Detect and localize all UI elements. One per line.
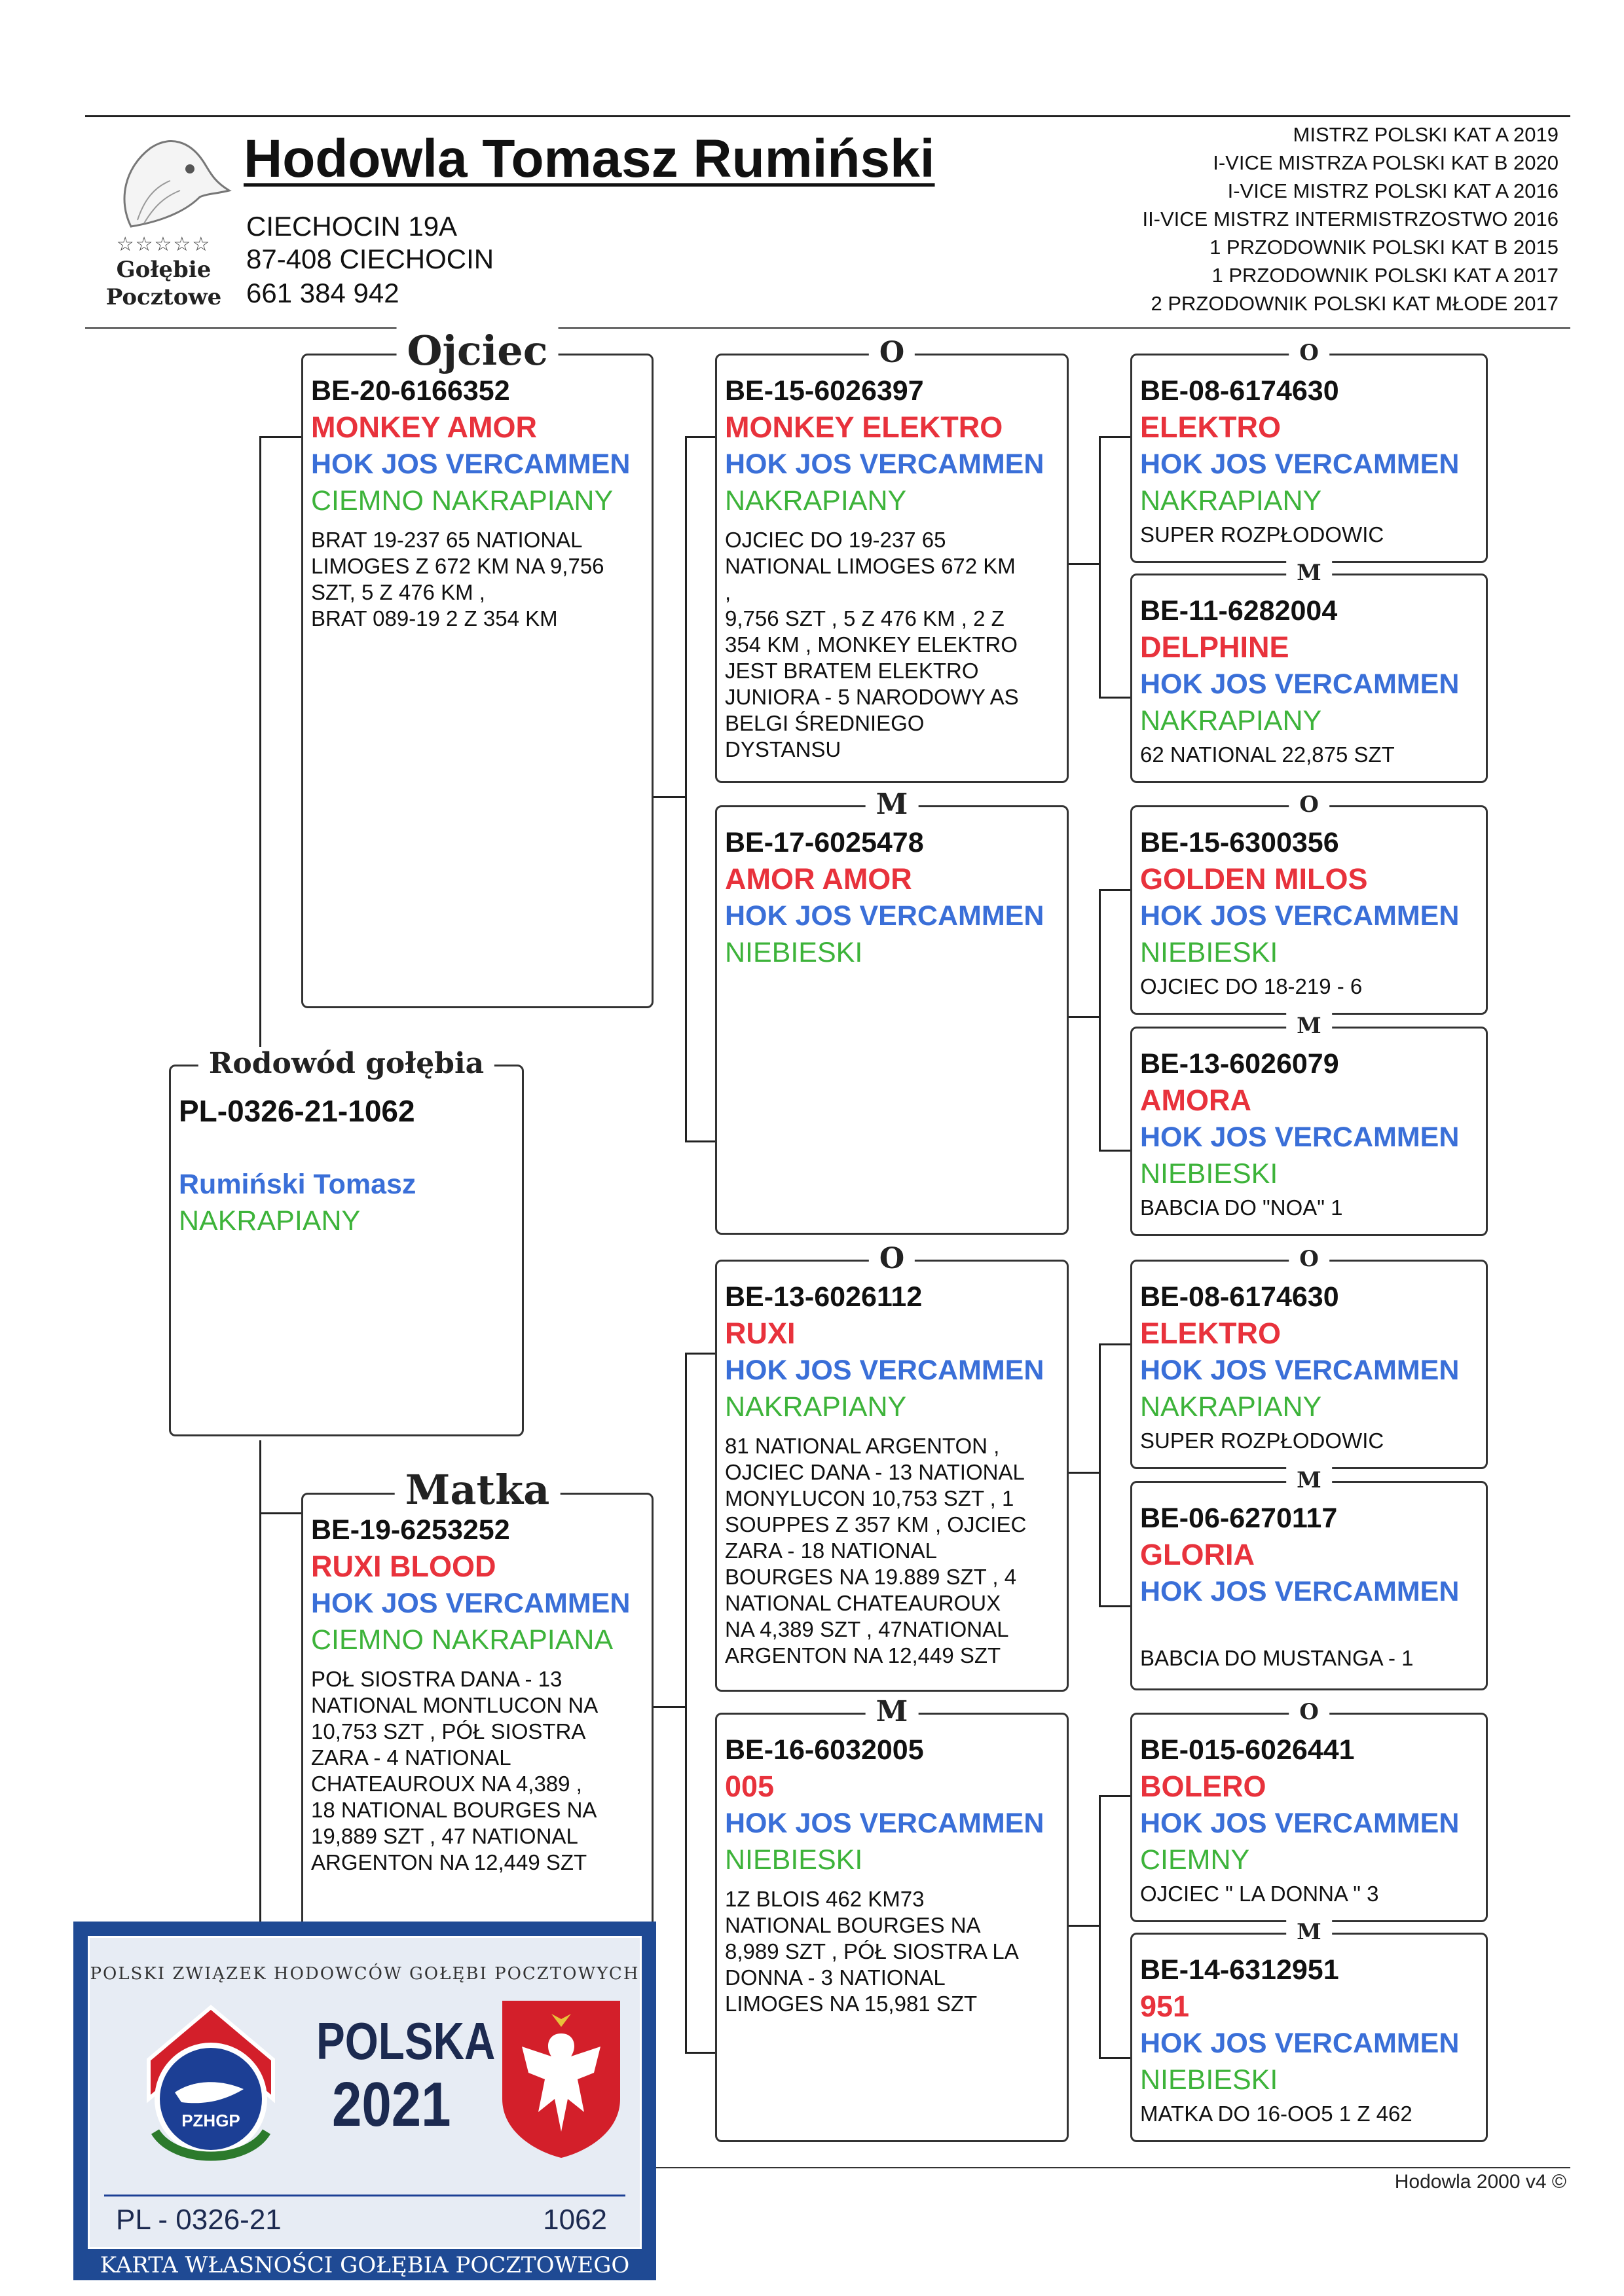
ggp-mmm-label: M <box>1286 1919 1332 1945</box>
subject-ring: PL-0326-21-1062 <box>179 1094 415 1128</box>
logo-text-pocztowe: Pocztowe <box>105 284 222 310</box>
subject-pigeon-box[interactable] <box>169 1047 524 1436</box>
maternal-grandfather-name: RUXI <box>725 1317 796 1350</box>
ggp-fmm-ring: BE-13-6026079 <box>1140 1048 1339 1080</box>
ownership-card-panel <box>88 1936 642 2249</box>
connector <box>652 796 685 798</box>
ggp-ffm-breeder: HOK JOS VERCAMMEN <box>1140 668 1460 700</box>
ggp-fmm-description: BABCIA DO "NOA" 1 <box>1140 1195 1343 1220</box>
paternal-grandmother-breeder: HOK JOS VERCAMMEN <box>725 900 1044 932</box>
maternal-grandmother-color: NIEBIESKI <box>725 1844 863 1876</box>
ownership-card <box>73 1922 656 2280</box>
ggp-ffm-box[interactable] <box>1130 560 1488 783</box>
ggp-mmm-color: NIEBIESKI <box>1140 2064 1278 2096</box>
connector <box>1099 436 1101 698</box>
ggp-fmf-name: GOLDEN MILOS <box>1140 862 1368 896</box>
father-ring: BE-20-6166352 <box>311 375 510 407</box>
ggp-fff-label: O <box>1289 340 1329 366</box>
ggp-fff-name: ELEKTRO <box>1140 410 1282 444</box>
paternal-grandfather-name: MONKEY ELEKTRO <box>725 410 1003 444</box>
ggp-mfm-box[interactable] <box>1130 1467 1488 1690</box>
white-eagle-icon <box>502 2001 620 2158</box>
polish-coat-of-arms <box>502 2001 620 2158</box>
connector <box>1099 436 1130 438</box>
father-name: MONKEY AMOR <box>311 410 538 444</box>
paternal-grandfather-breeder: HOK JOS VERCAMMEN <box>725 448 1044 480</box>
maternal-grandmother-breeder: HOK JOS VERCAMMEN <box>725 1808 1044 1839</box>
ggp-ffm-label: M <box>1286 560 1332 586</box>
ggp-fmm-breeder: HOK JOS VERCAMMEN <box>1140 1121 1460 1153</box>
card-ring-number: 1062 <box>543 2204 607 2236</box>
connector <box>1099 889 1130 891</box>
connector <box>685 436 687 1142</box>
connector <box>1067 1016 1099 1018</box>
father-description: BRAT 19-237 65 NATIONAL LIMOGES Z 672 KM NA 9,756 SZT, 5 Z 476 KM , BRAT 089-19 2 Z 354 KM <box>311 528 604 630</box>
mother-breeder: HOK JOS VERCAMMEN <box>311 1588 631 1619</box>
ggp-mff-name: ELEKTRO <box>1140 1317 1282 1350</box>
paternal-grandmother-label: M <box>866 788 919 821</box>
logo <box>92 128 236 325</box>
connector <box>1099 1795 1101 2058</box>
maternal-grandmother-label: M <box>866 1695 919 1728</box>
achievement-item: 1 PRZODOWNIK POLSKI KAT A 2017 <box>1211 264 1559 287</box>
footer-rule <box>655 2167 1570 2168</box>
ggp-fff-ring: BE-08-6174630 <box>1140 375 1339 407</box>
paternal-grandfather-ring: BE-15-6026397 <box>725 375 924 407</box>
mother-label: Matka <box>395 1466 561 1514</box>
ggp-fmf-box[interactable] <box>1130 792 1488 1015</box>
connector <box>259 436 303 438</box>
ggp-fff-color: NAKRAPIANY <box>1140 485 1322 517</box>
card-footer-text: KARTA WŁASNOŚCI GOŁĘBIA POCZTOWEGO <box>100 2252 630 2278</box>
logo-stars: ☆☆☆☆☆ <box>116 234 212 255</box>
maternal-grandmother-ring: BE-16-6032005 <box>725 1734 924 1766</box>
header-top-rule <box>85 115 1570 117</box>
ggp-mmm-name: 951 <box>1140 1990 1190 2023</box>
card-ring-prefix: PL - 0326-21 <box>116 2204 282 2236</box>
father-breeder: HOK JOS VERCAMMEN <box>311 448 631 480</box>
paternal-grandmother-color: NIEBIESKI <box>725 937 863 968</box>
connector <box>685 1353 687 2053</box>
address-line-2: 87-408 CIECHOCIN <box>246 244 494 274</box>
ggp-mfm-ring: BE-06-6270117 <box>1140 1503 1338 1534</box>
card-divider <box>104 2195 625 2196</box>
pzhgp-emblem <box>129 2001 293 2178</box>
ggp-ffm-description: 62 NATIONAL 22,875 SZT <box>1140 742 1395 767</box>
pigeon-head-icon <box>92 128 236 240</box>
connector <box>259 436 261 1091</box>
connector <box>1099 889 1101 1151</box>
ggp-ffm-name: DELPHINE <box>1140 630 1289 664</box>
achievement-item: 1 PRZODOWNIK POLSKI KAT B 2015 <box>1209 236 1559 259</box>
pzhgp-emblem-icon <box>129 2001 293 2178</box>
ggp-mmf-ring: BE-015-6026441 <box>1140 1734 1355 1766</box>
maternal-grandmother-description: 1Z BLOIS 462 KM73 NATIONAL BOURGES NA 8,989 SZT , PÓŁ SIOSTRA LA DONNA - 3 NATIONAL LIMOGES NA 15,981 SZT <box>725 1887 1019 2016</box>
subject-owner: Rumiński Tomasz <box>179 1169 416 1200</box>
ggp-mfm-label: M <box>1286 1467 1332 1493</box>
paternal-grandmother-ring: BE-17-6025478 <box>725 827 924 858</box>
mother-ring: BE-19-6253252 <box>311 1514 510 1546</box>
ggp-mmf-box[interactable] <box>1130 1699 1488 1922</box>
achievements-list <box>969 120 1559 318</box>
ggp-mmf-name: BOLERO <box>1140 1770 1266 1803</box>
connector <box>1067 1472 1099 1474</box>
connector <box>685 436 716 438</box>
ggp-mff-breeder: HOK JOS VERCAMMEN <box>1140 1355 1460 1386</box>
maternal-grandfather-ring: BE-13-6026112 <box>725 1281 923 1313</box>
software-credit: Hodowla 2000 v4 © <box>1394 2171 1566 2193</box>
achievement-item: II-VICE MISTRZ INTERMISTRZOSTWO 2016 <box>1142 208 1559 230</box>
ggp-mmf-breeder: HOK JOS VERCAMMEN <box>1140 1808 1460 1839</box>
connector <box>1099 1605 1130 1607</box>
achievement-item: 2 PRZODOWNIK POLSKI KAT MŁODE 2017 <box>1151 292 1559 315</box>
ggp-mmm-breeder: HOK JOS VERCAMMEN <box>1140 2028 1460 2059</box>
ggp-mff-color: NAKRAPIANY <box>1140 1391 1322 1423</box>
ggp-ffm-ring: BE-11-6282004 <box>1140 595 1338 627</box>
ggp-fff-breeder: HOK JOS VERCAMMEN <box>1140 448 1460 480</box>
connector <box>1067 563 1099 565</box>
maternal-grandfather-label: O <box>869 1242 915 1275</box>
connector <box>1099 1795 1130 1797</box>
card-org-name: POLSKI ZWIĄZEK HODOWCÓW GOŁĘBI POCZTOWYCH <box>90 1964 640 1984</box>
ggp-fmf-ring: BE-15-6300356 <box>1140 827 1339 858</box>
subject-color: NAKRAPIANY <box>179 1205 361 1237</box>
ggp-fmm-label: M <box>1286 1013 1332 1039</box>
phone-number: 661 384 942 <box>246 278 399 308</box>
maternal-grandmother-box[interactable] <box>715 1695 1069 2142</box>
connector <box>1099 1343 1101 1607</box>
ggp-ffm-color: NAKRAPIANY <box>1140 705 1322 737</box>
mother-color: CIEMNO NAKRAPIANA <box>311 1624 614 1656</box>
connector <box>685 1353 716 1355</box>
connector <box>1099 1150 1130 1152</box>
pzhgp-emblem-text: PZHGP <box>181 2111 240 2130</box>
ggp-fmf-label: O <box>1289 792 1329 818</box>
father-label: Ojciec <box>397 327 559 374</box>
ggp-mfm-breeder: HOK JOS VERCAMMEN <box>1140 1576 1460 1607</box>
ggp-mfm-name: GLORIA <box>1140 1538 1255 1571</box>
ggp-fmf-breeder: HOK JOS VERCAMMEN <box>1140 900 1460 932</box>
paternal-grandfather-box[interactable] <box>715 336 1069 783</box>
paternal-grandfather-color: NAKRAPIANY <box>725 485 907 517</box>
ggp-fff-description: SUPER ROZPŁODOWIC <box>1140 522 1384 547</box>
ggp-fmf-color: NIEBIESKI <box>1140 937 1278 968</box>
connector <box>259 1512 303 1514</box>
mother-name: RUXI BLOOD <box>311 1550 496 1583</box>
connector <box>1099 1343 1130 1345</box>
paternal-grandmother-box[interactable] <box>715 788 1069 1235</box>
ggp-mfm-description: BABCIA DO MUSTANGA - 1 <box>1140 1646 1414 1670</box>
ggp-mff-ring: BE-08-6174630 <box>1140 1281 1339 1313</box>
ggp-mff-box[interactable] <box>1130 1246 1488 1469</box>
ggp-fmm-color: NIEBIESKI <box>1140 1158 1278 1190</box>
ggp-fmm-name: AMORA <box>1140 1084 1251 1117</box>
maternal-grandfather-description: 81 NATIONAL ARGENTON , OJCIEC DANA - 13 NATIONAL MONYLUCON 10,753 SZT , 1 SOUPPES Z 357 KM , OJCIEC ZARA - 18 NATIONAL BOURGES NA 19.889 SZT , 4 NATIONAL CHATEAUROUX NA 4,389 SZT , 47NATIONAL ARGENTON NA 12,449 SZT <box>725 1434 1027 1667</box>
ggp-mmm-box[interactable] <box>1130 1919 1488 2142</box>
ggp-fmm-box[interactable] <box>1130 1013 1488 1236</box>
header-bottom-rule <box>85 327 1570 329</box>
subject-label: Rodowód gołębia <box>198 1047 494 1080</box>
ggp-mmm-description: MATKA DO 16-OO5 1 Z 462 <box>1140 2102 1412 2126</box>
mother-description: POŁ SIOSTRA DANA - 13 NATIONAL MONTLUCON NA 10,753 SZT , PÓŁ SIOSTRA ZARA - 4 NATIONAL CHATEAUROUX NA 4,389 , 18 NATIONAL BOURGES NA 19,889 SZT , 47 NATIONAL ARGENTON NA 12,449 SZT <box>311 1667 599 1874</box>
father-color: CIEMNO NAKRAPIANY <box>311 485 614 517</box>
connector <box>1099 697 1130 699</box>
maternal-grandfather-box[interactable] <box>715 1242 1069 1692</box>
paternal-grandfather-label: O <box>869 336 915 369</box>
connector <box>1099 2057 1130 2059</box>
page-title: Hodowla Tomasz Rumiński <box>244 129 935 189</box>
maternal-grandfather-breeder: HOK JOS VERCAMMEN <box>725 1355 1044 1386</box>
ggp-mff-label: O <box>1289 1246 1329 1272</box>
ggp-fff-box[interactable] <box>1130 340 1488 563</box>
achievement-item: I-VICE MISTRZ POLSKI KAT A 2016 <box>1227 179 1559 202</box>
logo-text-golebie: Gołębie <box>116 257 212 283</box>
maternal-grandmother-name: 005 <box>725 1770 775 1803</box>
achievement-item: MISTRZ POLSKI KAT A 2019 <box>1293 123 1559 146</box>
father-box[interactable] <box>301 327 654 1008</box>
connector <box>685 2052 716 2054</box>
achievement-item: I-VICE MISTRZA POLSKI KAT B 2020 <box>1213 151 1559 174</box>
connector <box>1067 1925 1099 1927</box>
ggp-mff-description: SUPER ROZPŁODOWIC <box>1140 1429 1384 1453</box>
maternal-grandfather-color: NAKRAPIANY <box>725 1391 907 1423</box>
ggp-mmf-color: CIEMNY <box>1140 1844 1250 1876</box>
connector <box>685 1140 716 1142</box>
paternal-grandmother-name: AMOR AMOR <box>725 862 912 896</box>
ggp-mmf-description: OJCIEC " LA DONNA " 3 <box>1140 1882 1379 1906</box>
ggp-mmm-ring: BE-14-6312951 <box>1140 1954 1339 1986</box>
paternal-grandfather-description: OJCIEC DO 19-237 65 NATIONAL LIMOGES 672 KM , 9,756 SZT , 5 Z 476 KM , 2 Z 354 KM , MONKEY ELEKTRO JEST BRATEM ELEKTRO JUNIORA - 5 NARODOWY AS BELGI ŚREDNIEGO DYSTANSU <box>725 528 1019 761</box>
address-line-1: CIECHOCIN 19A <box>246 211 458 242</box>
ggp-mmf-label: O <box>1289 1699 1329 1725</box>
ggp-fmf-description: OJCIEC DO 18-219 - 6 <box>1140 974 1363 998</box>
card-country: POLSKA <box>316 2012 496 2070</box>
card-year: 2021 <box>332 2069 451 2140</box>
connector <box>652 1706 685 1708</box>
